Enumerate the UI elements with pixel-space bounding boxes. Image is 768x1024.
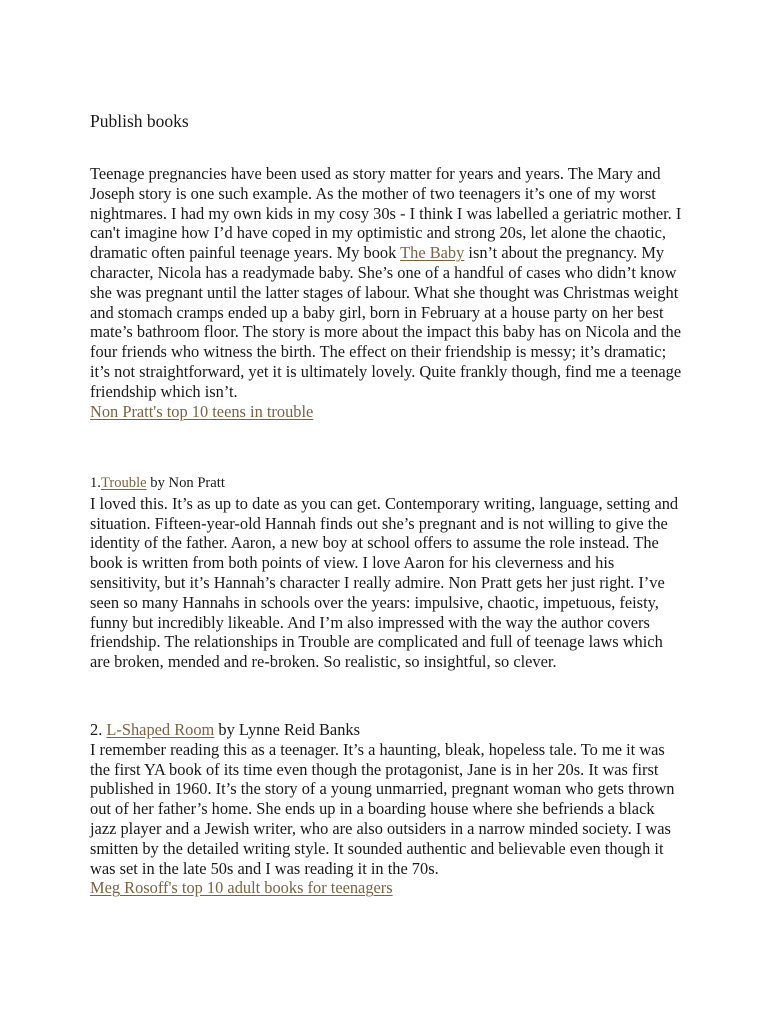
book-item-1-number: 1.: [90, 475, 101, 491]
non-pratt-list-link[interactable]: Non Pratt's top 10 teens in trouble: [90, 401, 314, 421]
intro-text-before: Teenage pregnancies have been used as story matter for years and years. The Mary and Joseph story is one such example. As the mother of two teenagers it’s one of my worst nightmares. I had my own kids in my cosy 30s - I think I was labelled a geriatric mother. I can't imagine how I’d have coped in my optimistic and strong 20s, let alone the chaotic, dramatic often painful teenage years. My book: [90, 164, 682, 263]
book-item-1: [90, 474, 682, 672]
meg-rosoff-list-paragraph: [90, 878, 682, 898]
intro-section: [90, 164, 682, 421]
the-baby-link[interactable]: The Baby: [400, 243, 465, 263]
l-shaped-room-link[interactable]: L-Shaped Room: [106, 720, 215, 739]
intro-list-paragraph: [90, 402, 682, 422]
book-item-2-number: 2.: [90, 720, 107, 739]
book-item-2-review: I remember reading this as a teenager. It’s a haunting, bleak, hopeless tale. To me it was the first YA book of its time even though the protagonist, Jane is in her 20s. It was first published in 1960. It’s the story of a young unmarried, pregnant woman who gets thrown out of her father’s home. She ends up in a boarding house where she befriends a black jazz player and a Jewish writer, who are also outsiders in a narrow minded society. I was smitten by the detailed writing style. It sounded authentic and believable even though it was set in the late 50s and I was reading it in the 70s.: [90, 739, 675, 878]
book-item-2-author: by Lynne Reid Banks: [214, 720, 360, 739]
book-item-1-review: I loved this. It’s as up to date as you can get. Contemporary writing, language, setting and situation. Fifteen-year-old Hannah finds out she’s pregnant and is not willing to give the identity of the father. Aaron, a new boy at school offers to assume the role instead. The book is written from both points of view. I love Aaron for his cleverness and his sensitivity, but it’s Hannah’s character I really admire. Non Pratt gets her just right. I’ve seen so many Hannahs in schools over the years: impulsive, chaotic, impetuous, feisty, funny but incredibly likeable. And I’m also impressed with the way the author covers friendship. The relationships in Trouble are complicated and full of teenage laws which are broken, mended and re-broken. So realistic, so insightful, so clever.: [90, 493, 679, 672]
book-item-1-author: by Non Pratt: [146, 475, 225, 491]
book-item-2: [90, 720, 682, 898]
meg-rosoff-list-link[interactable]: Meg Rosoff's top 10 adult books for teenagers: [90, 878, 393, 898]
book-item-2-heading: [90, 720, 682, 740]
intro-text-after: isn’t about the pregnancy. My character, Nicola has a readymade baby. She’s one of a handful of cases who didn’t know she was pregnant until the latter stages of labour. What she thought was Christmas weight and stomach cramps ended up a baby girl, born in February at a house party on her best mate’s bathroom floor. The story is more about the impact this baby has on Nicola and the four friends who witness the birth. The effect on their friendship is messy; it’s dramatic; it’s not straightforward, yet it is ultimately lovely. Quite frankly though, find me a teenage friendship which isn’t.: [90, 243, 682, 401]
page-title: Publish books: [90, 111, 189, 131]
trouble-link[interactable]: Trouble: [100, 475, 147, 491]
book-item-1-heading: [90, 474, 682, 494]
intro-paragraph: [90, 164, 682, 402]
